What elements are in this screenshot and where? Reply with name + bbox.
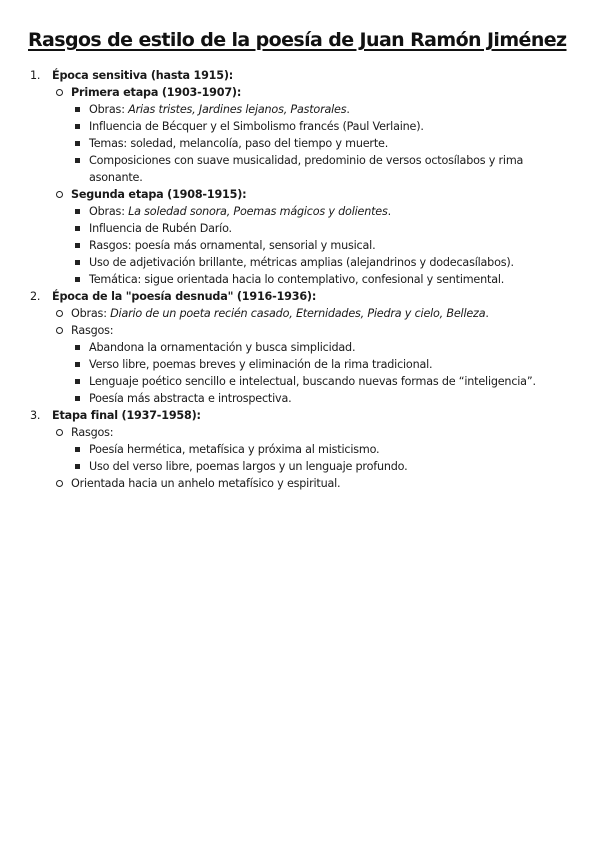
square-bullet-icon xyxy=(75,396,80,401)
list-item-text: Rasgos: xyxy=(71,324,114,337)
circle-bullet-icon xyxy=(56,310,63,317)
list-item-text: Lenguaje poético sencillo e intelectual, buscando nuevas formas de “inteligencia”. xyxy=(89,375,536,388)
list-item-text: Obras: Diario de un poeta recién casado, Eternidades, Piedra y cielo, Belleza. xyxy=(71,307,489,320)
square-bullet-icon xyxy=(75,277,80,282)
list-item xyxy=(0,135,600,152)
square-bullet-icon xyxy=(75,243,80,248)
square-bullet-icon xyxy=(75,345,80,350)
list-item-text: Temas: soledad, melancolía, paso del tiempo y muerte. xyxy=(89,137,389,150)
stage-title: Primera etapa (1903-1907): xyxy=(71,86,242,99)
square-bullet-icon xyxy=(75,124,80,129)
square-bullet-icon xyxy=(75,209,80,214)
list-item-text: Uso de adjetivación brillante, métricas amplias (alejandrinos y dodecasílabos). xyxy=(89,256,514,269)
circle-bullet-icon xyxy=(56,89,63,96)
section-heading xyxy=(0,67,600,84)
list-item xyxy=(0,441,600,458)
list-item xyxy=(0,356,600,373)
list-item xyxy=(0,339,600,356)
section-title: Etapa final (1937-1958): xyxy=(52,409,201,422)
list-item-text: Uso del verso libre, poemas largos y un lenguaje profundo. xyxy=(89,460,408,473)
list-item xyxy=(0,458,600,475)
list-item-text: Obras: Arias tristes, Jardines lejanos, Pastorales. xyxy=(89,103,350,116)
list-item xyxy=(0,101,600,118)
list-item xyxy=(0,152,600,186)
list-item-text: Poesía hermética, metafísica y próxima al misticismo. xyxy=(89,443,380,456)
section-title: Época de la "poesía desnuda" (1916-1936): xyxy=(52,290,317,303)
list-item-text: Rasgos: xyxy=(71,426,114,439)
list-item-text: Abandona la ornamentación y busca simplicidad. xyxy=(89,341,356,354)
page-title: Rasgos de estilo de la poesía de Juan Ramón Jiménez xyxy=(28,29,567,51)
square-bullet-icon xyxy=(75,447,80,452)
list-item xyxy=(0,475,600,492)
list-item-text: Composiciones con suave musicalidad, predominio de versos octosílabos y rima asonante. xyxy=(89,154,524,184)
list-item xyxy=(0,220,600,237)
square-bullet-icon xyxy=(75,158,80,163)
list-item xyxy=(0,424,600,441)
square-bullet-icon xyxy=(75,362,80,367)
circle-bullet-icon xyxy=(56,191,63,198)
list-item xyxy=(0,118,600,135)
list-item-text: Influencia de Rubén Darío. xyxy=(89,222,232,235)
section-heading xyxy=(0,407,600,424)
section-number: 3. xyxy=(30,409,41,422)
list-item-text: Temática: sigue orientada hacia lo contemplativo, confesional y sentimental. xyxy=(89,273,505,286)
list-item-text: Orientada hacia un anhelo metafísico y espiritual. xyxy=(71,477,341,490)
square-bullet-icon xyxy=(75,107,80,112)
section-title: Época sensitiva (hasta 1915): xyxy=(52,69,234,82)
list-item xyxy=(0,237,600,254)
stage-heading xyxy=(0,186,600,203)
stage-heading xyxy=(0,84,600,101)
circle-bullet-icon xyxy=(56,429,63,436)
square-bullet-icon xyxy=(75,226,80,231)
square-bullet-icon xyxy=(75,464,80,469)
stage-title: Segunda etapa (1908-1915): xyxy=(71,188,247,201)
section-heading xyxy=(0,288,600,305)
list-item-text: Verso libre, poemas breves y eliminación de la rima tradicional. xyxy=(89,358,433,371)
list-item-text: Poesía más abstracta e introspectiva. xyxy=(89,392,292,405)
section-number: 1. xyxy=(30,69,41,82)
list-item xyxy=(0,271,600,288)
list-item xyxy=(0,254,600,271)
list-item-text: Influencia de Bécquer y el Simbolismo francés (Paul Verlaine). xyxy=(89,120,424,133)
outline-list xyxy=(0,67,600,492)
list-item xyxy=(0,305,600,322)
list-item xyxy=(0,390,600,407)
circle-bullet-icon xyxy=(56,327,63,334)
list-item xyxy=(0,373,600,390)
list-item xyxy=(0,322,600,339)
square-bullet-icon xyxy=(75,379,80,384)
circle-bullet-icon xyxy=(56,480,63,487)
list-item-text: Obras: La soledad sonora, Poemas mágicos y dolientes. xyxy=(89,205,391,218)
list-item-text: Rasgos: poesía más ornamental, sensorial y musical. xyxy=(89,239,376,252)
square-bullet-icon xyxy=(75,260,80,265)
list-item xyxy=(0,203,600,220)
square-bullet-icon xyxy=(75,141,80,146)
section-number: 2. xyxy=(30,290,41,303)
